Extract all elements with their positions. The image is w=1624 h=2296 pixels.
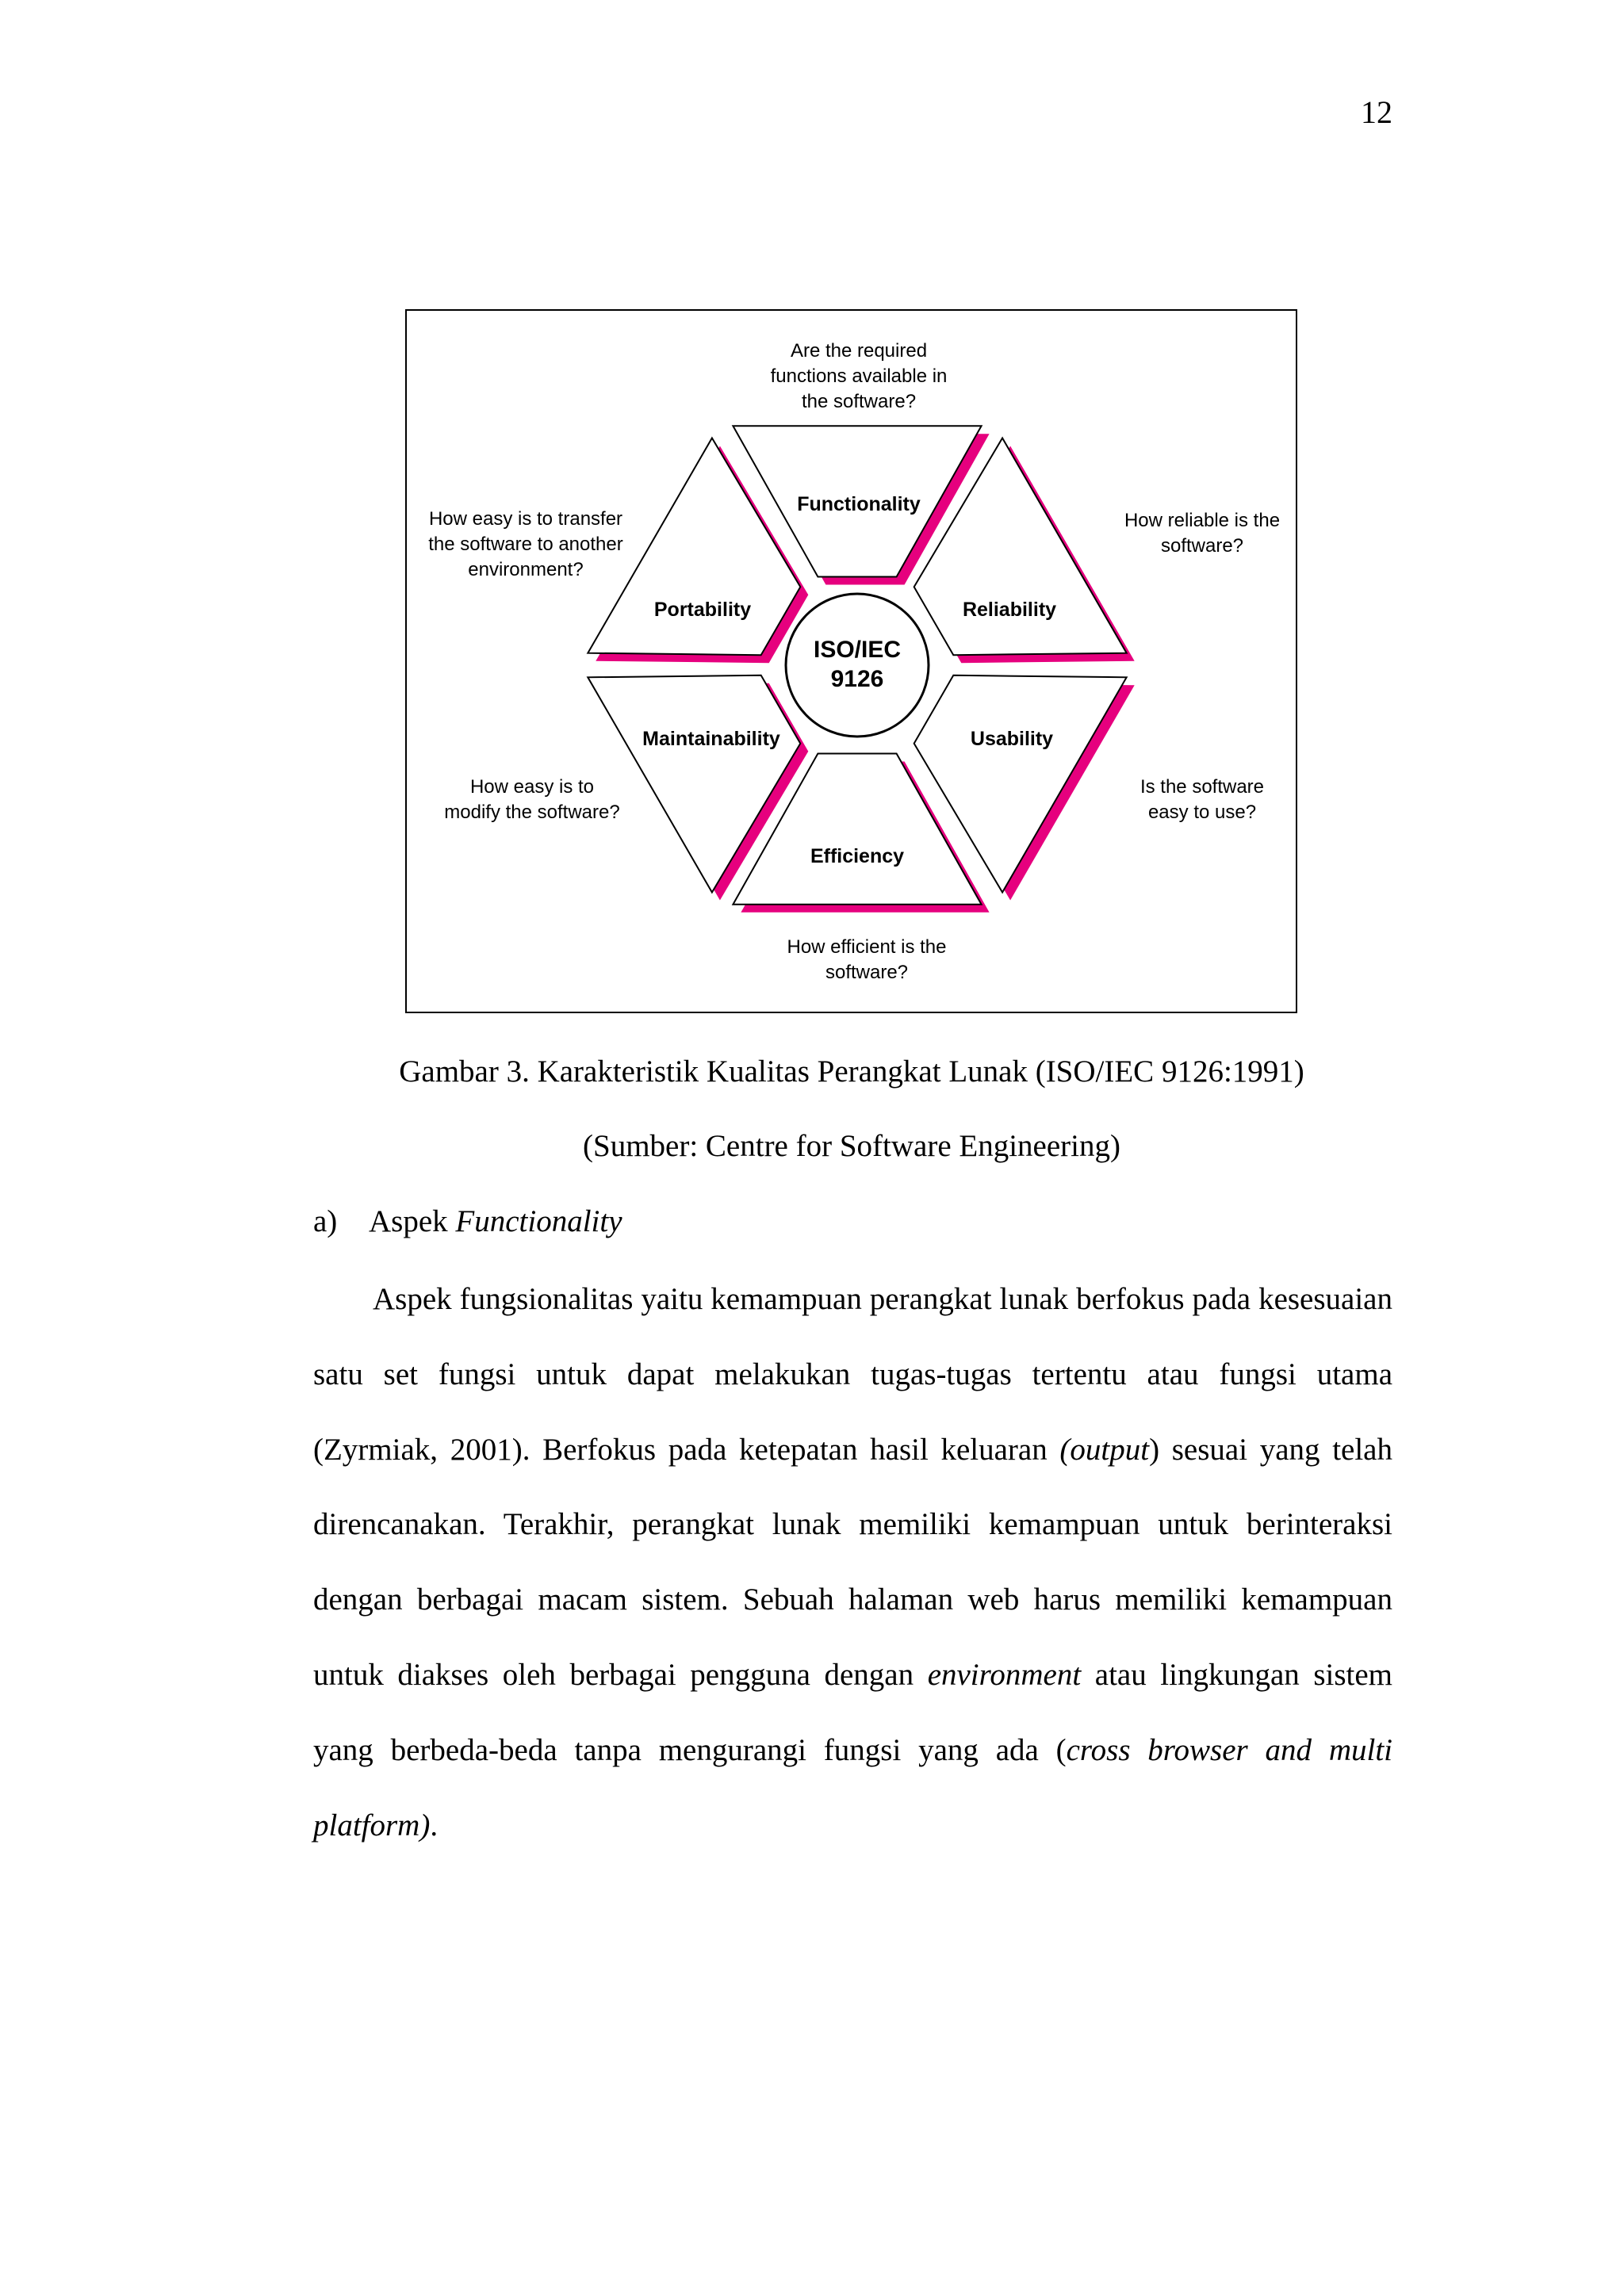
question-maintainability: How easy is to modify the software? [444, 776, 620, 823]
body-paragraph [313, 1262, 1392, 1863]
segment-label-functionality: Functionality [797, 493, 921, 515]
section-heading [313, 1206, 622, 1237]
term-output: (output [1059, 1432, 1150, 1467]
center-circle [786, 594, 929, 737]
segment-label-reliability: Reliability [962, 599, 1057, 621]
section-term: Functionality [455, 1204, 622, 1238]
question-portability: How easy is to transfer the software to another environment? [428, 508, 623, 580]
question-usability: Is the software easy to use? [1139, 776, 1265, 823]
center-label-line1: ISO/IEC [813, 637, 902, 663]
segment-label-maintainability: Maintainability [642, 728, 780, 750]
iso-9126-hexagon-diagram [407, 311, 1296, 1012]
figure-caption: Gambar 3. Karakteristik Kualitas Perangkat Lunak (ISO/IEC 9126:1991) [399, 1054, 1304, 1089]
question-functionality: Are the required functions available in the software? [770, 340, 948, 412]
question-reliability: How reliable is the software? [1124, 510, 1281, 557]
page-number: 12 [1361, 94, 1392, 130]
term-cross-browser: cross browser and multi platform) [313, 1732, 1392, 1843]
question-efficiency: How efficient is the software? [787, 936, 947, 983]
paragraph-part-1: Aspek fungsionalitas yaitu kemampuan perangkat lunak berfokus pada kesesuaian satu set fungsi untuk dapat melakukan tugas-tugas tertentu atau fungsi utama (Zyrmiak, 2001). Berfokus pada ketepatan hasil keluaran [313, 1282, 1392, 1467]
paragraph-part-3: atau lingkungan sistem yang berbeda-beda tanpa mengurangi fungsi yang ada ( [313, 1657, 1392, 1767]
segment-label-usability: Usability [970, 728, 1054, 750]
term-environment: environment [927, 1657, 1082, 1692]
iso-9126-figure [405, 309, 1297, 1013]
segment-label-efficiency: Efficiency [810, 845, 905, 867]
figure-source: (Sumber: Centre for Software Engineering) [583, 1129, 1120, 1163]
paragraph-part-4: . [430, 1808, 439, 1843]
segment-label-portability: Portability [653, 599, 752, 621]
section-prefix: Aspek [369, 1204, 456, 1238]
section-number: a) [313, 1204, 338, 1238]
center-label-line2: 9126 [830, 666, 884, 692]
paragraph-part-2: ) sesuai yang telah direncanakan. Terakhir, perangkat lunak memiliki kemampuan untuk berinteraksi dengan berbagai macam sistem. Sebuah halaman web harus memiliki kemampuan untuk diakses oleh berbagai pengguna dengan [313, 1432, 1392, 1692]
